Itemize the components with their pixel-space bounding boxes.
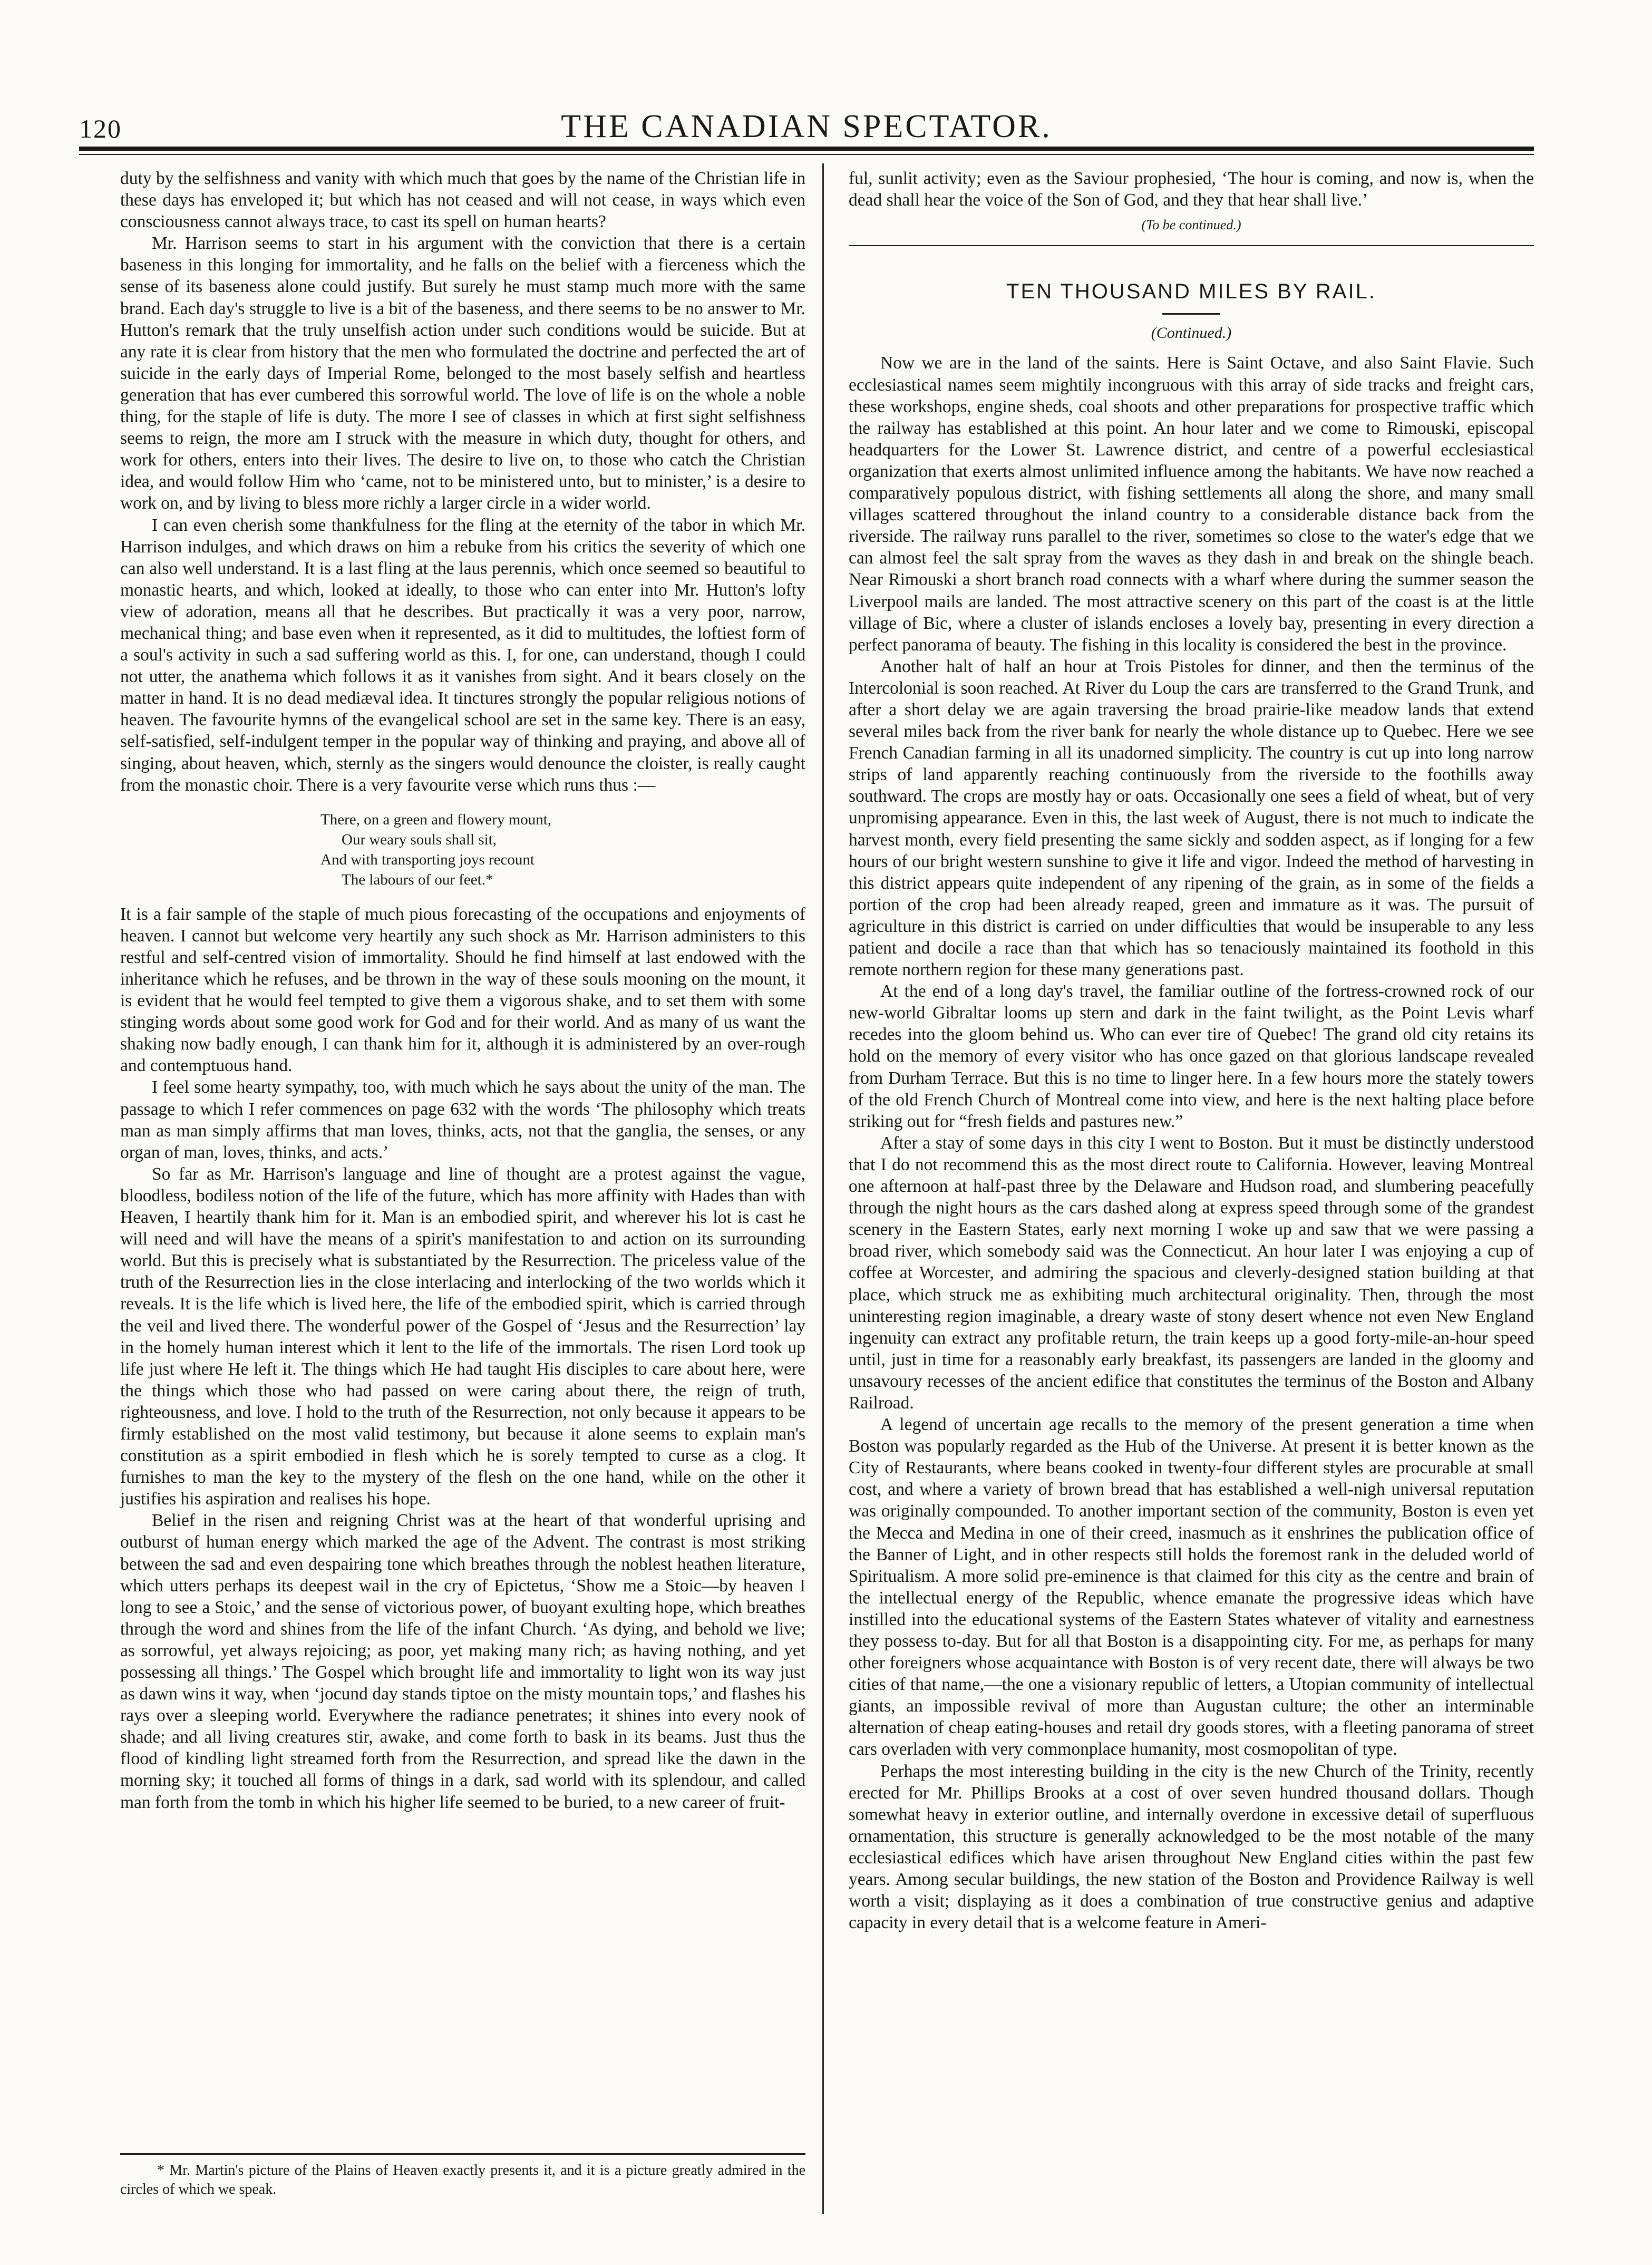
paragraph: I can even cherish some thankfulness for the fling at the eternity of the tabor in which Mr. Harrison indulges, and which draws on him a rebuke from his critics the severity of which one can also well understand. It is a last fling at the laus perennis, which once seemed so beautiful to monastic hearts, and which, looked at ideally, to those who can enter into Mr. Hutton's lofty view of adoration, means all that he describes. But practically it was a very poor, narrow, mechanical thing; and base even when it represented, as it did to multitudes, the loftiest form of a soul's activity in such a sad suffering world as this. I, for one, can understand, though I could not utter, the anathema which follows it as it vanishes from sight. And it bears closely on the matter in hand. It is no dead mediæval idea. It tinctures strongly the popular religious notions of heaven. The favourite hymns of the evangelical school are set in the same key. There is an easy, self-satisfied, self-indulgent temper in the popular way of thinking and praying, and above all of singing, about heaven, which, sternly as the singers would denounce the cloister, is really caught from the monastic choir. There is a very favourite verse which runs thus :—	[120, 515, 805, 795]
paragraph: Mr. Harrison seems to start in his argument with the conviction that there is a certain baseness in this longing for immortality, and he falls on the belief with a fierceness which the sense of its baseness alone could justify. But surely he must stamp much more with the same brand. Each day's struggle to live is a bit of the baseness, and there seems to be no answer to Mr. Hutton's remark that the truly unselfish action under such conditions would be suicide. But at any rate it is clear from history that the men who formulated the doctrine and perfected the art of suicide in the early days of Imperial Rome, belonged to the most basely selfish and heartless generation that has ever cumbered this sorrowful world. The love of life is on the whole a noble thing, for the staple of life is duty. The more I see of classes in which at first sight selfishness seems to reign, the more am I struck with the measure in which duty, thought for others, and work for others, enters into their lives. The desire to live on, to those who catch the Christian idea, and would follow Him who ‘came, not to be ministered unto, but to minister,’ is a desire to work on, and by living to bless more richly a larger circle in a wider world.	[120, 234, 805, 513]
page-number: 120	[79, 114, 122, 143]
paragraph: Now we are in the land of the saints. Here is Saint Octave, and also Saint Flavie. Such ecclesiastical names seem mightily incongruous with this array of side tracks and freight cars, these workshops, engine sheds, coal shoots and other preparations for prospective traffic which the railway has established at this point. An hour later and we come to Rimouski, episcopal headquarters for the Lower St. Lawrence district, and centre of a powerful ecclesiastical organization that exerts almost unlimited influence among the habitants. We have now reached a comparatively populous district, with fishing settlements all along the shore, and many small villages scattered throughout the inland country to a considerable distance back from the riverside. The railway runs parallel to the river, sometimes so close to the water's edge that we can almost feel the salt spray from the waves as they dash in and break on the shingle beach. Near Rimouski a short branch road connects with a wharf where during the summer season the Liverpool mails are landed. The most attractive scenery on this part of the coast is at the little village of Bic, where a cluster of islands encloses a lovely bay, presenting in every direction a perfect panorama of beauty. The fishing in this locality is considered the best in the province.	[849, 353, 1534, 655]
page-header	[79, 108, 1534, 145]
footnote: * Mr. Martin's picture of the Plains of Heaven exactly presents it, and it is a picture greatly admired in the circles of which we speak.	[120, 2162, 805, 2198]
left-column	[120, 168, 805, 1813]
hymn-verse	[320, 810, 805, 890]
paragraph: Perhaps the most interesting building in the city is the new Church of the Trinity, recently erected for Mr. Phillips Brooks at a cost of over seven hundred thousand dollars. Though somewhat heavy in exterior outline, and internally overdone in excessive detail of superfluous ornamentation, this structure is generally acknowledged to be the most notable of the many ecclesiastical edifices which have arisen throughout New England cities within the past few years. Among secular buildings, the new station of the Boston and Providence Railway is well worth a visit; displaying as it does a combination of true constructive genius and adaptive capacity in every detail that is a welcome feature in Ameri-	[849, 1761, 1534, 1933]
right-column	[849, 168, 1534, 1933]
footnote-rule	[120, 2153, 805, 2155]
paragraph: I feel some hearty sympathy, too, with much which he says about the unity of the man. The passage to which I refer commences on page 632 with the words ‘The philosophy which treats man as man simply affirms that man loves, thinks, acts, not that the ganglia, the senses, or any organ of man, loves, thinks, and acts.’	[120, 1077, 805, 1162]
to-be-continued-note: (To be continued.)	[1141, 217, 1241, 233]
paragraph: duty by the selfishness and vanity with which much that goes by the name of the Christian life in these days has enveloped it; but which has not ceased and will not cease, in ways which even consciousness cannot always trace, to cast its spell on human hearts?	[120, 169, 805, 232]
paragraph: It is a fair sample of the staple of much pious forecasting of the occupations and enjoyments of heaven. I cannot but welcome very heartily any such shock as Mr. Harrison administers to this restful and self-centred vision of immortality. Should he find himself at last endowed with the inheritance which he refuses, and be thrown in the way of these souls mooning on the mount, it is evident that he would feel tempted to give them a vigorous shake, and to set them with some stinging words about some good work for God and for their world. And as many of us want the shaking now badly enough, I can thank him for it, although it is administered by an over-rough and contemptuous hand.	[120, 904, 805, 1076]
verse-line: Our weary souls shall sit,	[342, 831, 497, 848]
paragraph: At the end of a long day's travel, the familiar outline of the fortress-crowned rock of our new-world Gibraltar looms up stern and dark in the faint twilight, as the Point Levis wharf recedes into the gloom behind us. Who can ever tire of Quebec! The grand old city retains its hold on the memory of every visitor who has once gazed on that glorious landscape revealed from Durham Terrace. But this is no time to linger here. In a few hours more the stately towers of the old French Church of Montreal come into view, and here is the next halting place before striking out for “fresh fields and pastures new.”	[849, 981, 1534, 1131]
header-rule-thin	[79, 154, 1534, 155]
header-rule-thick	[79, 147, 1534, 151]
section-rule	[849, 245, 1534, 246]
column-divider	[822, 163, 824, 2214]
paragraph: Belief in the risen and reigning Christ was at the heart of that wonderful uprising and outburst of human energy which marked the age of the Advent. The contrast is most striking between the sad and even despairing tone which breathes through the noblest heathen literature, which utters perhaps its deepest wail in the cry of Epictetus, ‘Show me a Stoic—by heaven I long to see a Stoic,’ and the sense of victorious power, of buoyant exulting hope, which breathes through the word and shines from the life of the infant Church. ‘As dying, and behold we live; as sorrowful, yet always rejoicing; as poor, yet making many rich; as having nothing, and yet possessing all things.’ The Gospel which brought life and immortality to light won its way just as dawn wins it way, when ‘jocund day stands tiptoe on the misty mountain tops,’ and flashes his rays over a sleeping world. Everywhere the radiance penetrates; it shines into every nook of shade; and all living creatures stir, awake, and come forth to bask in its beams. Just thus the flood of kindling light streamed forth from the Resurrection, and spread like the dawn in the morning sky; it touched all forms of things in a dark, sad world with its splendour, and called man forth from the tomb in which his higher life seemed to be buried, to a new career of fruit-	[120, 1511, 805, 1812]
paragraph: After a stay of some days in this city I went to Boston. But it must be distinctly understood that I do not recommend this as the most direct route to California. However, leaving Montreal one afternoon at half-past three by the Delaware and Hudson road, and slumbering peacefully through the night hours as the cars dashed along at express speed through some of the grandest scenery in the Eastern States, early next morning I woke up and saw that we were passing a broad river, which somebody said was the Connecticut. An hour later I was enjoying a cup of coffee at Worcester, and admiring the spacious and cleverly-designed station building at that place, which struck me as exhibiting much architectural originality. Then, through the most uninteresting region imaginable, a dreary waste of stony desert whence not even New England ingenuity can extract any profitable return, the train keeps up a good forty-mile-an-hour speed until, just in time for a reasonably early breakfast, its passengers are landed in the gloomy and unsavoury recesses of the ancient edifice that constitutes the terminus of the Boston and Albany Railroad.	[849, 1133, 1534, 1413]
continued-note: (Continued.)	[1151, 324, 1232, 342]
paragraph: A legend of uncertain age recalls to the memory of the present generation a time when Boston was popularly regarded as the Hub of the Universe. At present it is better known as the City of Restaurants, where beans cooked in twenty-four different styles are procurable at small cost, and where a variety of brown bread that has established a well-nigh universal reputation was originally compounded. To another important section of the community, Boston is even yet the Mecca and Medina in one of their creed, inasmuch as it enshrines the publication office of the Banner of Light, and in other respects still holds the foremost rank in the deluded world of Spiritualism. A more solid pre-eminence is that claimed for this city as the centre and brain of the intellectual energy of the Republic, whence emanate the progressive ideas which have instilled into the educational systems of the Eastern States whatever of vitality and earnestness they possess to-day. But for all that Boston is a disappointing city. For me, as perhaps for many other foreigners whose acquaintance with Boston is of very recent date, there will always be two cities of that name,—the one a visionary republic of letters, a Utopian community of intellectual giants, an impossible revival of more than Augustan culture; the other an interminable alternation of cheap eating-houses and retail dry goods stores, with a fleeting panorama of street cars overladen with very commonplace humanity, most cosmopolitan of type.	[849, 1415, 1534, 1759]
verse-line: And with transporting joys recount	[320, 851, 535, 868]
paragraph: ful, sunlit activity; even as the Saviour prophesied, ‘The hour is coming, and now is, when the dead shall hear the voice of the Son of God, and they that hear shall live.’	[849, 169, 1534, 210]
article-title: TEN THOUSAND MILES BY RAIL.	[1006, 280, 1376, 304]
verse-line: The labours of our feet.*	[342, 871, 493, 888]
paragraph: Another halt of half an hour at Trois Pistoles for dinner, and then the terminus of the Intercolonial is soon reached. At River du Loup the cars are transferred to the Grand Trunk, and after a short delay we are again traversing the broad prairie-like meadow lands that extend several miles back from the river bank for nearly the whole distance up to Quebec. Here we see French Canadian farming in all its unadorned simplicity. The country is cut up into long narrow strips of land apparently reaching continuously from the riverside to the foothills away southward. The crops are mostly hay or oats. Occasionally one sees a field of wheat, but of very unpromising appearance. Even in this, the last week of August, there is not much to indicate the harvest month, every field presenting the same sickly and sodden aspect, as if longing for a few hours of our bright western sunshine to give it life and vigor. Indeed the method of harvesting in this district appears quite independent of any ripening of the grain, as in some of the fields a portion of the crop had been already reaped, green and immature as it was. The pursuit of agriculture in this district is carried on under difficulties that would be insuperable to any less patient and docile a race than that which has so tenaciously maintained its foothold in this remote northern region for these many generations past.	[849, 656, 1534, 980]
title-rule	[1162, 313, 1220, 315]
publication-title: THE CANADIAN SPECTATOR.	[561, 109, 1052, 144]
verse-line: There, on a green and flowery mount,	[320, 811, 552, 828]
paragraph: So far as Mr. Harrison's language and line of thought are a protest against the vague, bloodless, bodiless notion of the life of the future, which has more affinity with Hades than with Heaven, I heartily thank him for it. Man is an embodied spirit, and wherever his lot is cast he will need and will have the means of a spirit's manifestation to and action on its surrounding world. But this is precisely what is substantiated by the Resurrection. The priceless value of the truth of the Resurrection lies in the close interlacing and interlocking of the two worlds which it reveals. It is the life which is lived here, the life of the embodied spirit, which is carried through the veil and lived there. The wonderful power of the Gospel of ‘Jesus and the Resurrection’ lay in the homely human interest which it lent to the life of the immortals. The risen Lord took up life just where He left it. The things which He had taught His disciples to care about here, were the things which those who had passed on were caring about there, the reign of truth, righteousness, and love. I hold to the truth of the Resurrection, not only because it appears to be firmly established on the most valid testimony, but because it alone seems to explain man's constitution as a spirit embodied in flesh which he is sorely tempted to curse as a clog. It furnishes to man the key to the mystery of the flesh on the one hand, while on the other it justifies his aspiration and realises his hope.	[120, 1164, 805, 1509]
